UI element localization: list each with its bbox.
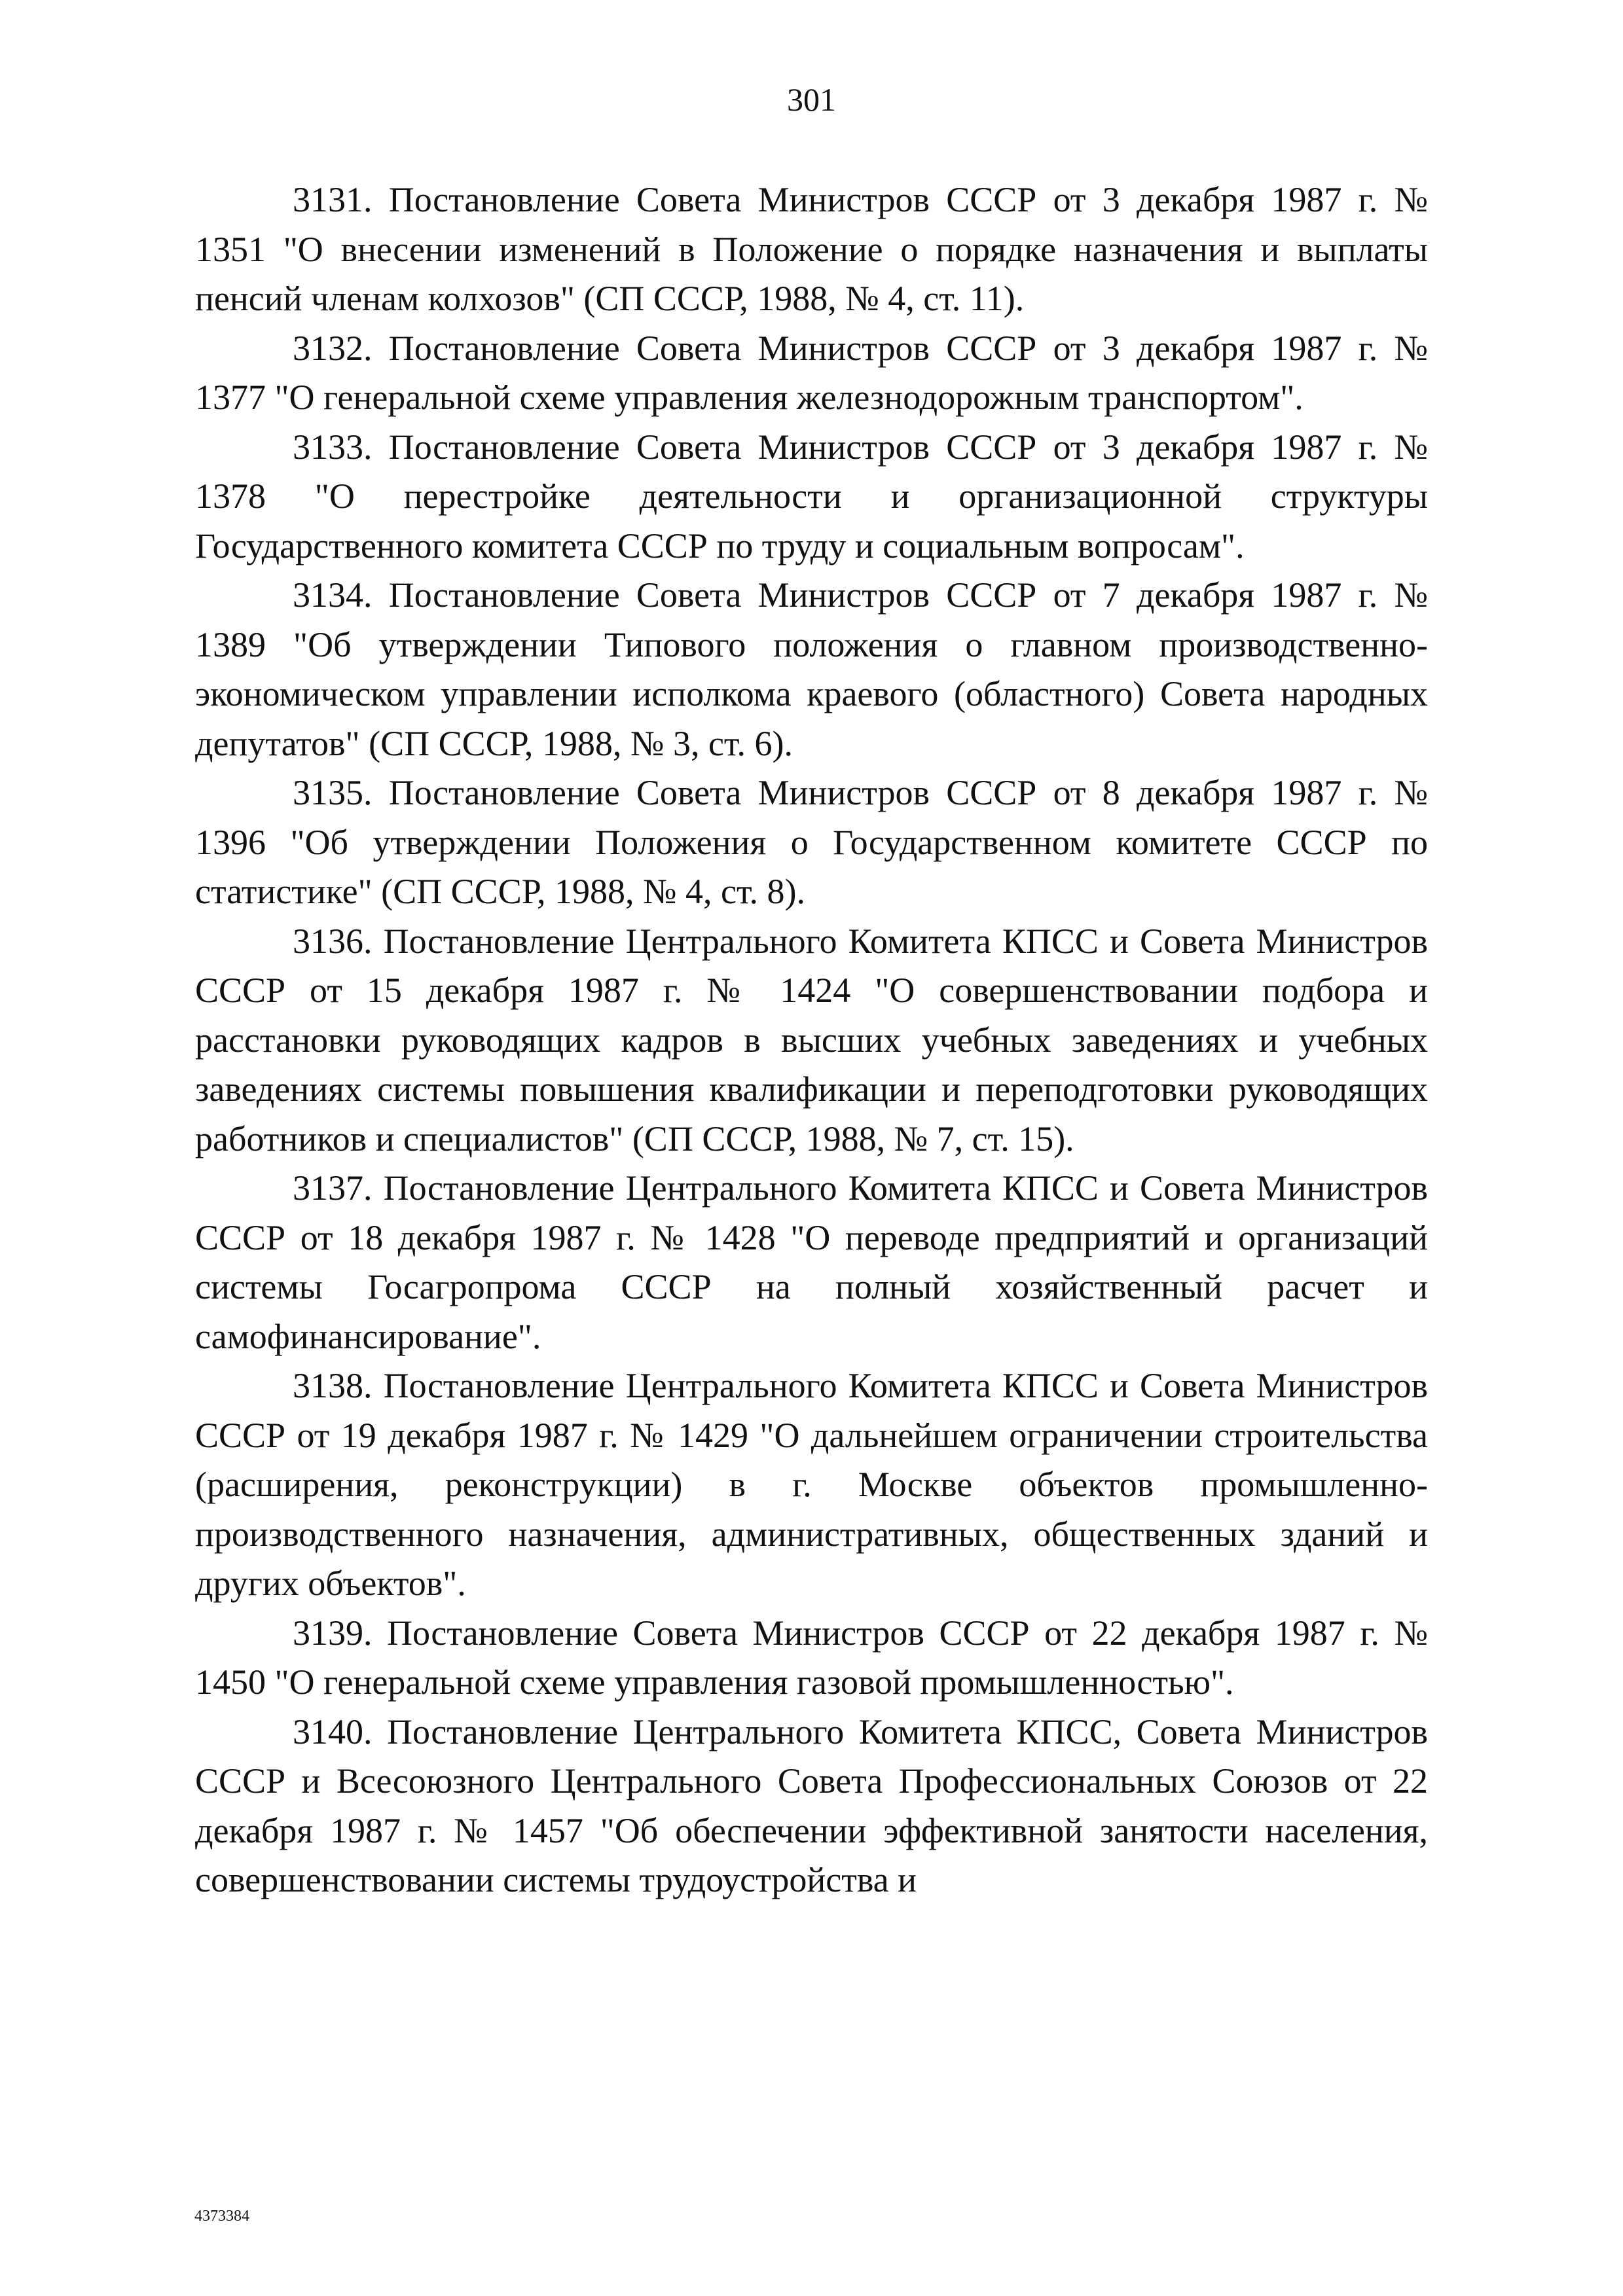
document-code: 4373384 <box>194 2208 249 2225</box>
entry-3139: 3139. Постановление Совета Министров СССР от 22 декабря 1987 г. № 1450 "О генеральной схеме управления газовой промышленностью". <box>195 1613 1428 1702</box>
entries-list <box>195 175 1428 1905</box>
entry-3140: 3140. Постановление Центрального Комитета КПСС, Совета Министров СССР и Всесоюзного Центрального Совета Профессиональных Союзов от 22 декабря 1987 г. № 1457 "Об обеспечении эффективной занятости населения, совершенствовании системы трудоустройства и <box>195 1712 1428 1899</box>
entry-3138: 3138. Постановление Центрального Комитета КПСС и Совета Министров СССР от 19 декабря 1987 г. № 1429 "О дальнейшем ограничении строительства (расширения, реконструкции) в г. Москве объектов промышленно-производственного назначения, административных, общественных зданий и других объектов". <box>195 1366 1428 1603</box>
entry-3135: 3135. Постановление Совета Министров СССР от 8 декабря 1987 г. № 1396 "Об утверждении Положения о Государственном комитете СССР по статистике" (СП СССР, 1988, № 4, ст. 8). <box>195 773 1428 911</box>
entry-3132: 3132. Постановление Совета Министров СССР от 3 декабря 1987 г. № 1377 "О генеральной схеме управления железнодорожным транспортом". <box>195 328 1428 417</box>
entry-3136: 3136. Постановление Центрального Комитета КПСС и Совета Министров СССР от 15 декабря 1987 г. № 1424 "О совершенствовании подбора и расстановки руководящих кадров в высших учебных заведениях и учебных заведениях системы повышения квалификации и переподготовки руководящих работников и специалистов" (СП СССР, 1988, № 7, ст. 15). <box>195 921 1428 1158</box>
entry-3137: 3137. Постановление Центрального Комитета КПСС и Совета Министров СССР от 18 декабря 1987 г. № 1428 "О переводе предприятий и организаций системы Госагропрома СССР на полный хозяйственный расчет и самофинансирование". <box>195 1168 1428 1356</box>
entry-3131: 3131. Постановление Совета Министров СССР от 3 декабря 1987 г. № 1351 "О внесении изменений в Положение о порядке назначения и выплаты пенсий членам колхозов" (СП СССР, 1988, № 4, ст. 11). <box>195 180 1428 318</box>
page-number: 301 <box>787 81 836 118</box>
entry-3134: 3134. Постановление Совета Министров СССР от 7 декабря 1987 г. № 1389 "Об утверждении Типового положения о главном производственно-экономическом управлении исполкома краевого (областного) Совета народных депутатов" (СП СССР, 1988, № 3, ст. 6). <box>195 575 1428 763</box>
entry-3133: 3133. Постановление Совета Министров СССР от 3 декабря 1987 г. № 1378 "О перестройке деятельности и организационной структуры Государственного комитета СССР по труду и социальным вопросам". <box>195 427 1428 565</box>
